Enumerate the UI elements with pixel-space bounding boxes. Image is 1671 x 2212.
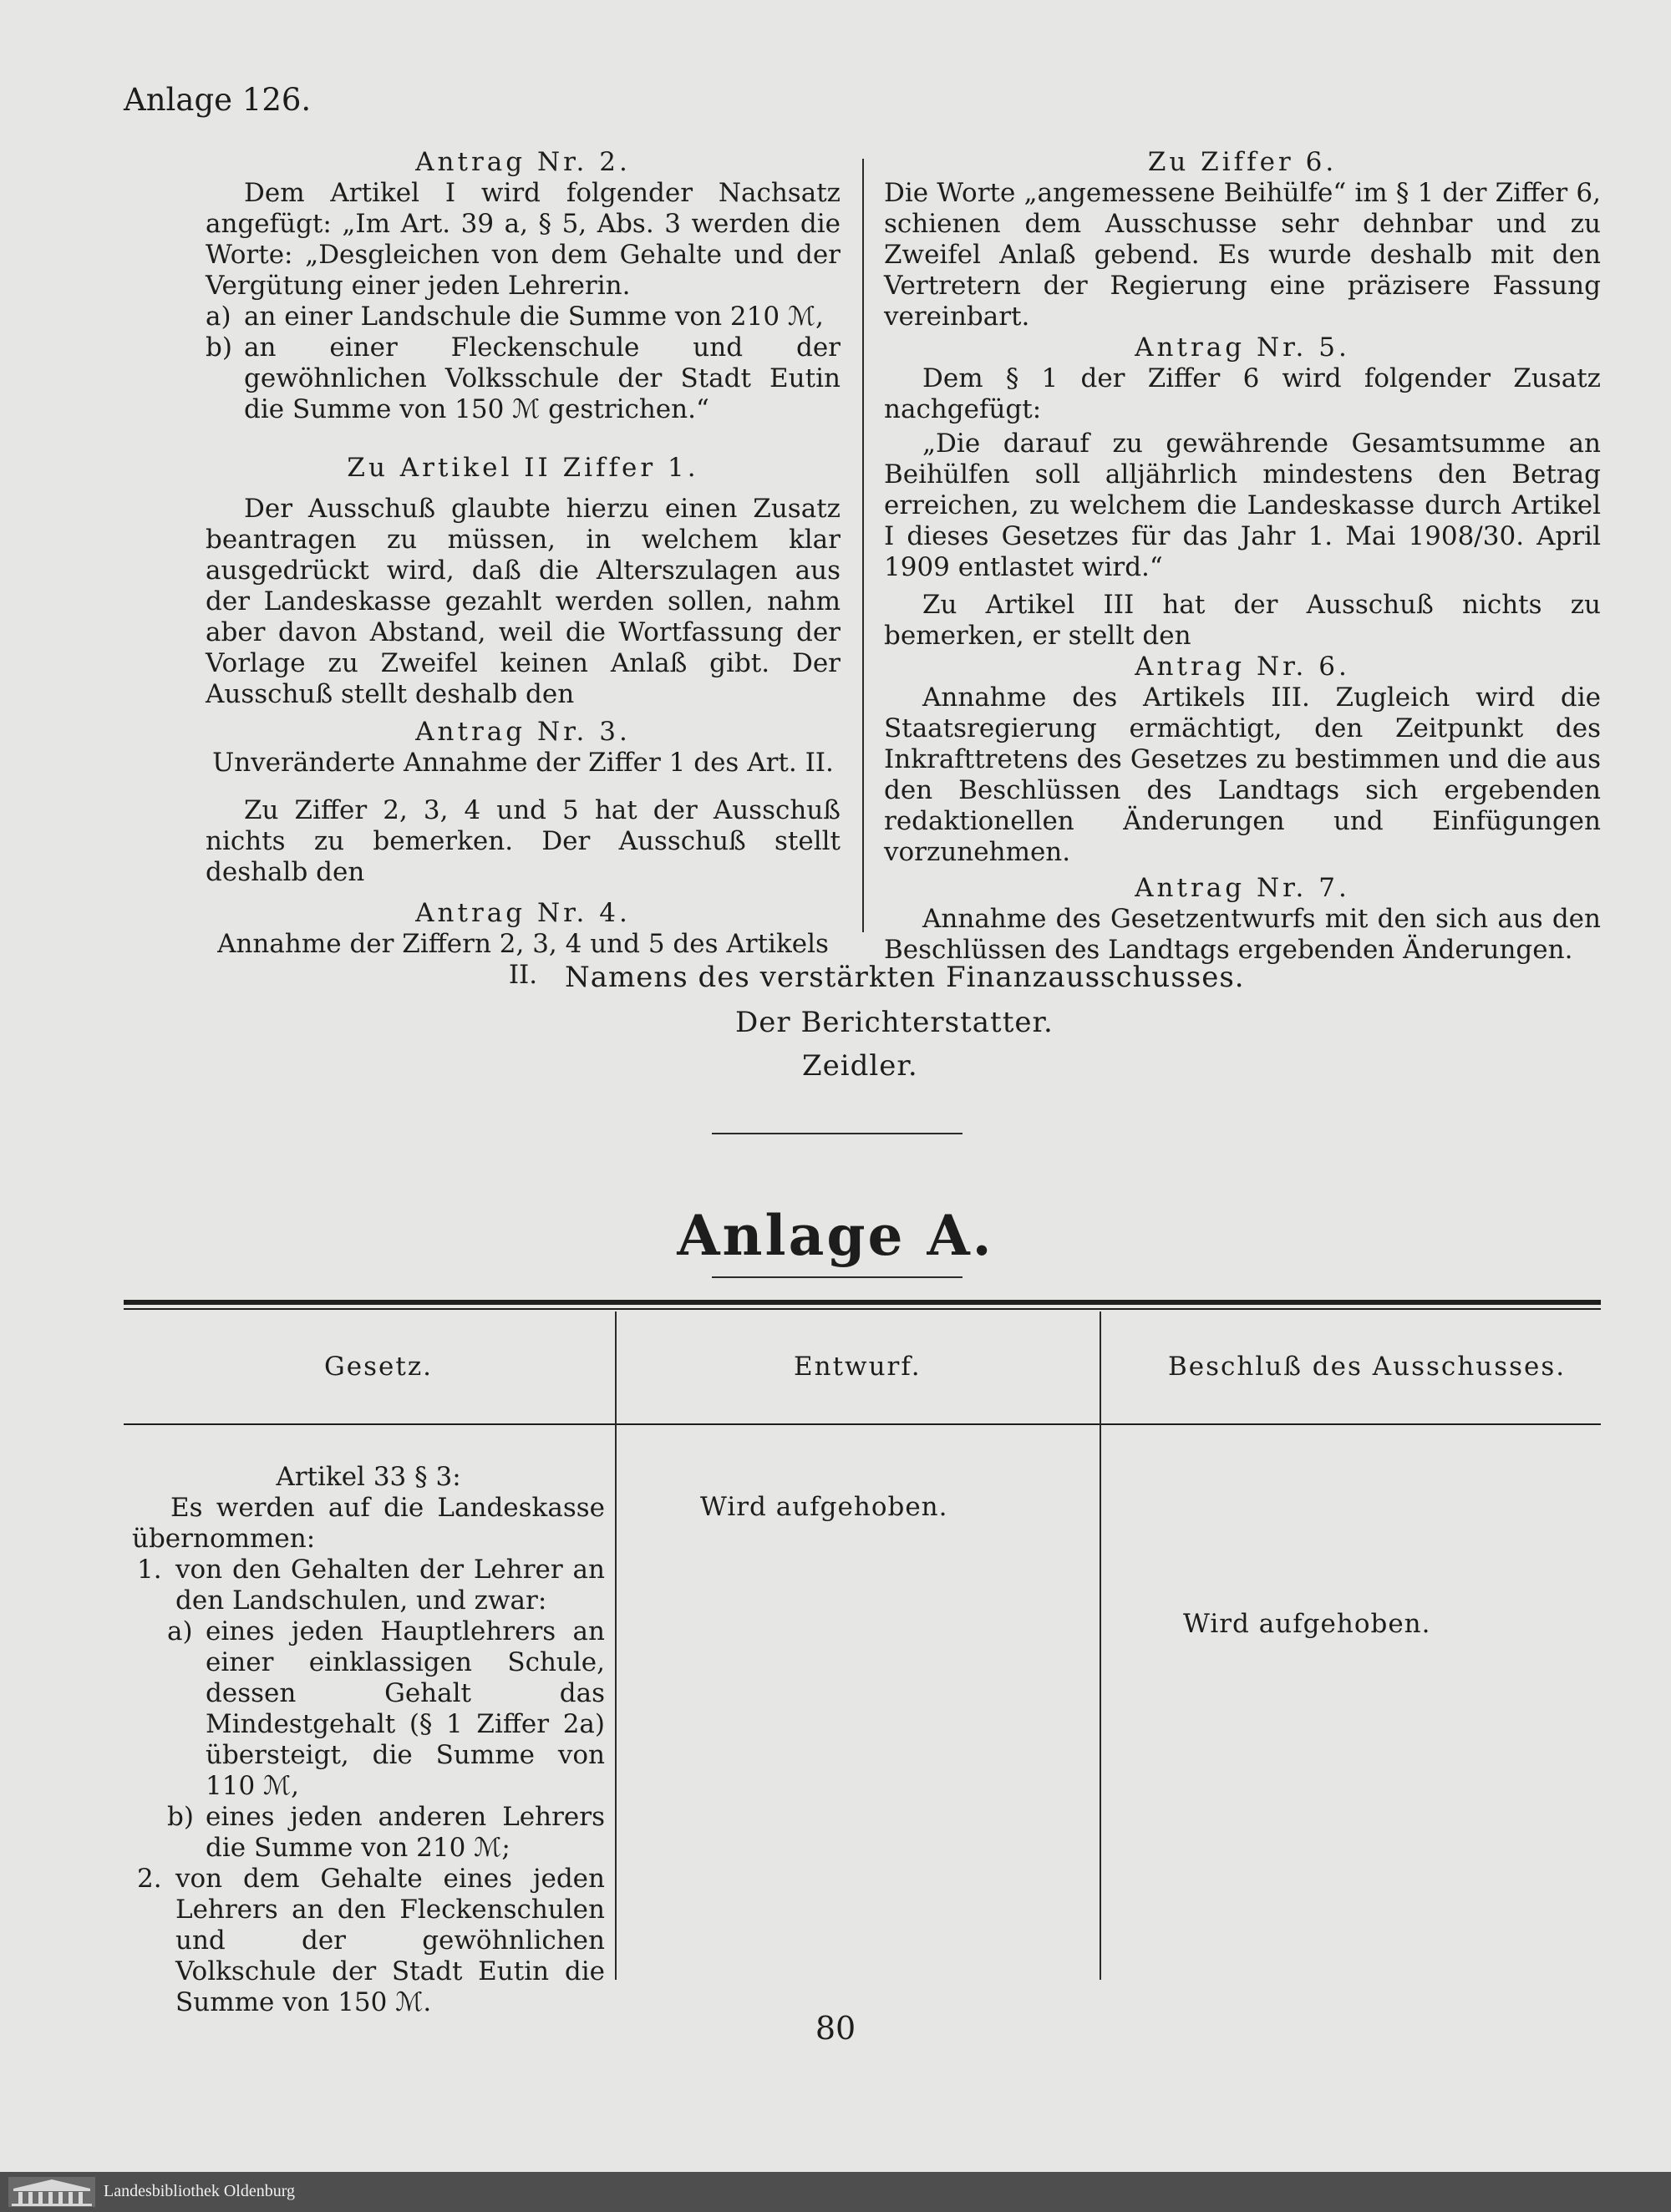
antrag7-heading: Antrag Nr. 7. [1135,873,1350,903]
antrag3-text: Unveränderte Annahme der Ziffer 1 des Art. II. [212,748,834,778]
item-label: a) [167,1616,193,1646]
item-label: b) [206,332,232,363]
artikel2-heading: Zu Artikel II Ziffer 1. [347,453,699,483]
library-building-icon [8,2177,95,2207]
item-text: eines jeden Hauptlehrers an einer einklassigen Schule, dessen Gehalt das Mindestgehalt (§ 1 Ziffer 2a) übersteigt, die Summe von 110 ℳ, [206,1616,605,1801]
gesetz-heading: Artikel 33 § 3: [276,1462,461,1492]
beschluss-cell: Wird aufgehoben. [1183,1609,1431,1639]
antrag2-item-a [206,302,841,332]
antrag2-heading: Antrag Nr. 2. [415,147,631,177]
gesetz-intro: Es werden auf die Landeskasse übernommen: [132,1493,605,1554]
item-label: a) [206,302,231,332]
separator-line [712,1133,962,1134]
item-label: b) [167,1802,194,1832]
right-column [884,147,1601,966]
gesetz-item-1 [132,1555,605,1616]
signature-name: Zeidler. [802,1049,918,1083]
table-divider-2 [1100,1311,1101,1980]
anlage-header: Anlage 126. [124,82,312,118]
ziffer2-text: Zu Ziffer 2, 3, 4 und 5 hat der Ausschuß nichts zu bemerken. Der Ausschuß stellt deshalb den [206,795,841,887]
item-text: von dem Gehalte eines jeden Lehrers an den Fleckenschulen und der gewöhnlichen Volkschule der Stadt Eutin die Summe von 150 ℳ. [175,1864,605,2017]
gesetz-column [132,1462,605,2018]
anlage-a-title: Anlage A. [677,1203,994,1268]
column-header-beschluss: Beschluß des Ausschusses. [1168,1352,1567,1382]
item-label: 2. [137,1864,162,1894]
entwurf-cell: Wird aufgehoben. [700,1492,948,1522]
column-divider [862,159,864,932]
antrag5-quote: „Die darauf zu gewährende Gesamtsumme an Beihülfen soll alljährlich mindestens den Betrag erreichen, zu welchem die Landeskasse durch Artikel I dieses Gesetzes für das Jahr 1. Mai 1908/30. April 1909 entlastet wird.“ [884,429,1601,582]
left-column [206,147,841,991]
item-text: eines jeden anderen Lehrers die Summe von 210 ℳ; [206,1802,605,1863]
antrag4-heading: Antrag Nr. 4. [415,898,631,928]
table-header-rule [124,1423,1601,1425]
table-top-rule [124,1300,1601,1305]
footer-bar [0,2172,1671,2212]
column-header-entwurf: Entwurf. [794,1352,922,1382]
antrag5-intro: Dem § 1 der Ziffer 6 wird folgender Zusatz nachgefügt: [884,363,1601,424]
signature-line-1: Namens des verstärkten Finanzausschusses. [565,961,1245,994]
antrag6-heading: Antrag Nr. 6. [1135,652,1350,682]
gesetz-item-2 [132,1864,605,2018]
page-number: 80 [815,2010,856,2047]
antrag7-text: Annahme des Gesetzentwurfs mit den sich aus den Beschlüssen des Landtags ergebenden Änderungen. [884,904,1601,965]
antrag6-text: Annahme des Artikels III. Zugleich wird die Staatsregierung ermächtigt, den Zeitpunkt des Inkrafttretens des Gesetzes zu bestimmen und die aus den Beschlüssen des Landtags sich ergebenden redaktionellen Änderungen und Einfügungen vorzunehmen. [884,682,1601,867]
ziffer6-heading: Zu Ziffer 6. [1147,147,1338,177]
antrag5-heading: Antrag Nr. 5. [1135,332,1350,363]
library-name: Landesbibliothek Oldenburg [104,2182,296,2200]
artikel2-text: Der Ausschuß glaubte hierzu einen Zusatz beantragen zu müssen, in welchem klar ausgedrückt wird, daß die Alterszulagen aus der Landeskasse gezahlt werden sollen, nahm aber davon Abstand, weil die Wortfassung der Vorlage zu Zweifel keinen Anlaß gibt. Der Ausschuß stellt deshalb den [206,494,841,709]
antrag4-text: Annahme der Ziffern 2, 3, 4 und 5 des Artikels II. [217,929,829,990]
signature-line-2: Der Berichterstatter. [735,1006,1054,1039]
ziffer6-text: Die Worte „angemessene Beihülfe“ im § 1 der Ziffer 6, schienen dem Ausschusse sehr dehnbar und zu Zweifel Anlaß gebend. Es wurde deshalb mit den Vertretern der Regierung eine präzisere Fassung vereinbart. [884,178,1601,332]
table-divider-1 [615,1311,617,1980]
column-header-gesetz: Gesetz. [324,1352,434,1382]
item-label: 1. [137,1555,162,1585]
item-text: an einer Landschule die Summe von 210 ℳ, [244,302,824,332]
antrag3-heading: Antrag Nr. 3. [415,717,631,747]
anlage-a-underline [712,1276,962,1278]
table-top-rule-thin [124,1308,1601,1310]
item-text: an einer Fleckenschule und der gewöhnlichen Volksschule der Stadt Eutin die Summe von 150 ℳ gestrichen.“ [244,332,841,424]
gesetz-subitem-b [132,1802,605,1864]
artikel3-text: Zu Artikel III hat der Ausschuß nichts zu bemerken, er stellt den [884,590,1601,651]
item-text: von den Gehalten der Lehrer an den Landschulen, und zwar: [175,1555,605,1616]
gesetz-subitem-a [132,1616,605,1802]
antrag2-item-b [206,332,841,425]
antrag2-intro: Dem Artikel I wird folgender Nachsatz angefügt: „Im Art. 39 a, § 5, Abs. 3 werden die Worte: „Desgleichen von dem Gehalte und der Vergütung einer jeden Lehrerin. [206,178,841,301]
